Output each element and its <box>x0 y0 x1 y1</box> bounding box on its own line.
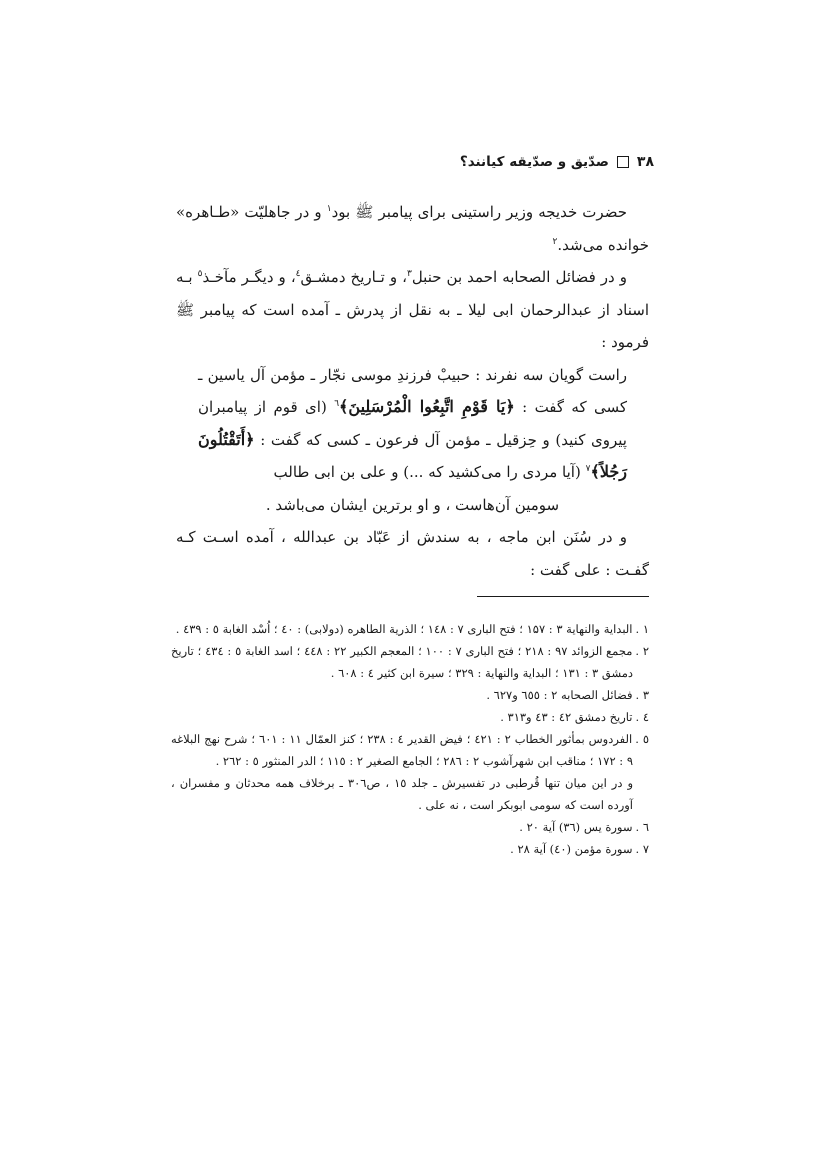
paragraph-2 <box>176 261 649 359</box>
paragraph-1-part-b: و در جاهلیّت «طـاهره» خوانده می‌شد. <box>176 203 649 254</box>
paragraph-2-part-b: ، و تـاریخ دمشـق <box>300 268 407 286</box>
hadith-quote <box>198 359 627 522</box>
footnote-ref-1: ۱ <box>326 204 332 214</box>
quote-part-b: (ای قوم از پیامبران پیروی کنید) و حِزقیل ـ مؤمن آل فرعون ـ کسی که گفت : <box>198 398 627 449</box>
paragraph-3: و در سُنَن ابن ماجه ، به سندش از عَبّاد بن عبدالله ، آمده اسـت کـه گفـت : علی گفت : <box>176 528 649 579</box>
footnote-6: ٦ .سورة یس (۳٦) آیة ۲۰ . <box>519 820 649 834</box>
paragraph-1 <box>176 196 649 261</box>
quote-part-a: راست گویان سه نفرند : حبیبْ فرزندِ موسی نجّار ـ مؤمن آل یاسین ـ کسی که گفت : <box>198 365 628 416</box>
footnote-ref-2: ۲ <box>552 236 558 247</box>
quote-part-c: (آیا مردی را می‌کشید که ...) و علی بن ابی طالب <box>273 463 586 481</box>
main-text <box>176 196 649 586</box>
footnote-5: ٥ .الفردوس بمأثور الخطاب ۲ : ٤۲۱ ؛ فیض القدیر ٤ : ۲۳۸ ؛ کنز العمّال ۱۱ : ٦۰۱ ؛ شرح نهج البلاغه ۹ : ۱۷۲ ؛ مناقب ابن شهرآشوب ۲ : ۲۸٦ ؛ الجامع الصغیر ۲ : ۱۱٥ ؛ الدر المنثور ٥ : ۲٦۲ . <box>171 732 649 768</box>
footnote-4: ٤ .تاریخ دمشق ٤۲ : ٤۳ و۳۱۳ . <box>500 710 649 724</box>
footnote-ref-3: ۳ <box>406 269 412 279</box>
paragraph-1-part-a: حضرت خدیجه وزیر راستینی برای پیامبر ﷺ بود <box>331 203 627 221</box>
quote-last-line: سومین آن‌هاست ، و او برترین ایشان می‌باشد . <box>265 495 560 514</box>
running-header <box>172 150 654 174</box>
paragraph-2-part-d: بـه اسناد از عبدالرحمان ابی لیلا ـ به نقل از پدرش ـ آمده است که پیامبر ﷺ فرمود : <box>176 268 649 351</box>
footnote-ref-7: ٧ <box>585 464 591 474</box>
footnote-ref-4: ٤ <box>295 269 301 279</box>
footnote-1: ۱ .البدایة والنهایة ۳ : ۱۵۷ ؛ فتح الباری ۷ : ۱٤۸ ؛ الذریة الطاهره (دولابی) : ٤۰ ؛ اُسْد الغابة ٥ : ٤۳۹ . <box>175 622 649 636</box>
running-title: صدّیق و صدّیقه کیانند؟ <box>459 154 609 170</box>
footnote-3: ۳ .فضائل الصحابه ۲ : ٦٥٥ و٦٢٧ . <box>486 688 649 702</box>
footnote-7: ۷ .سورة مؤمن (٤۰) آیة ۲۸ . <box>510 842 649 856</box>
footnote-5-continuation: و در این میان تنها قُرطبی در تفسیرش ـ جلد ۱٥ ، ص۳۰٦ ـ برخلاف همه محدثان و مفسران ، آورده است که سومی ابوبکر است ، نه علی . <box>171 776 633 812</box>
footnote-separator <box>477 596 649 597</box>
footnotes <box>171 618 649 860</box>
square-ornament-icon <box>617 156 629 168</box>
paragraph-2-part-a: و در فضائل الصحابه احمد بن حنبل <box>411 268 627 286</box>
footnote-2: ۲ .مجمع الزوائد ۹۷ : ۲۱۸ ؛ فتح الباری ۷ : ۱۰۰ ؛ المعجم الکبیر ۲۲ : ٤٤۸ ؛ اسد الغابة ٥ : ٤۳٤ ؛ تاریخ دمشق ۳ : ۱۳۱ ؛ البدایة والنهایة : ۳۲۹ ؛ سیرة ابن کثیر ٤ : ٦۰۸ . <box>171 644 650 680</box>
footnote-ref-6: ٦ <box>334 399 340 409</box>
footnote-ref-5: ٥ <box>197 269 203 279</box>
quran-verse-1: ﴿يَا قَوْمِ اتَّبِعُوا الْمُرْسَلِينَ﴾ <box>339 397 515 416</box>
page-number: ۳۸ <box>636 154 654 170</box>
paragraph-2-part-c: ، و دیگـر مآخـذ <box>202 268 296 286</box>
quran-verse-2: ﴿أَتَقْتُلُونَ رَجُلاً﴾ <box>198 429 627 481</box>
